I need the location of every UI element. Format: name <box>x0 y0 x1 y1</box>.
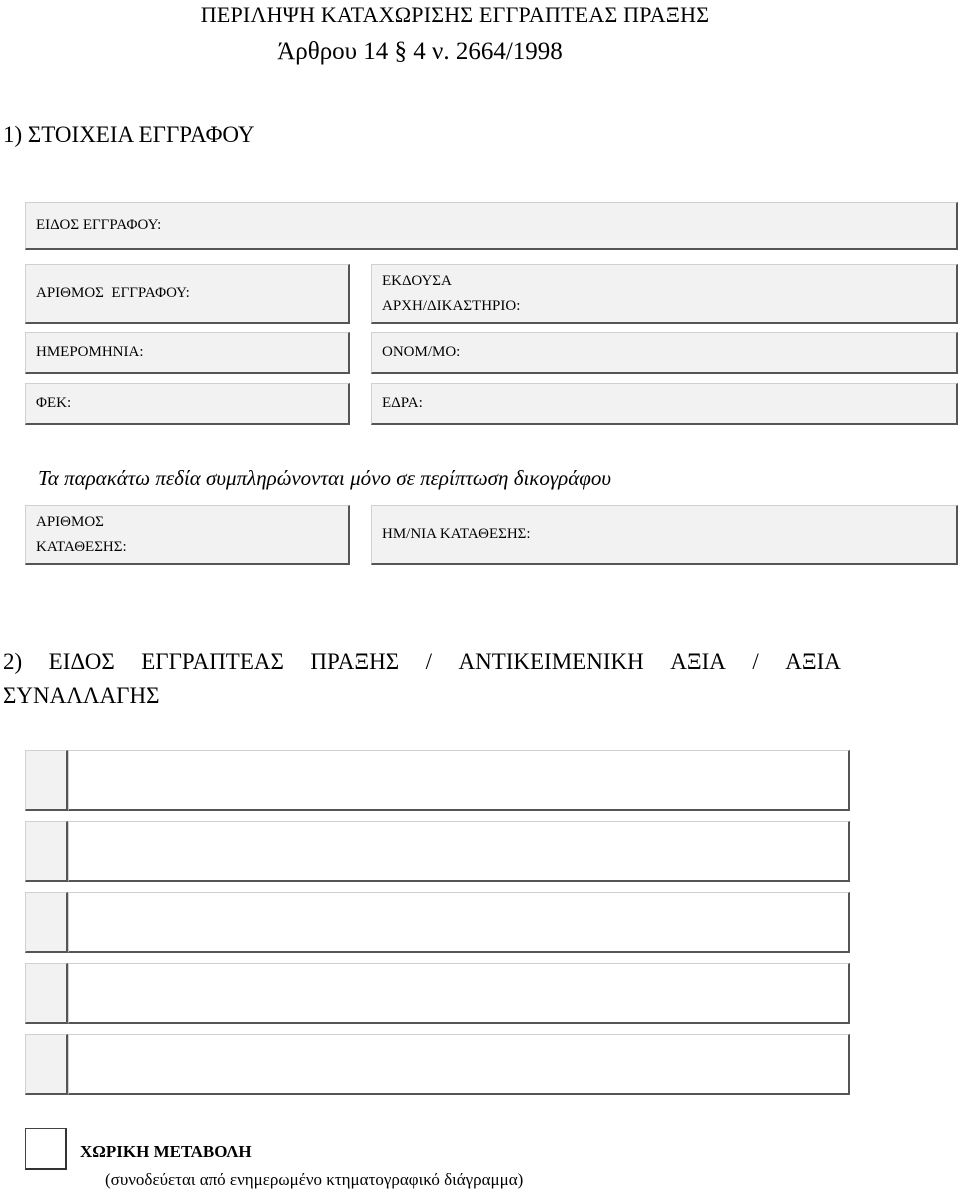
name-label: ΟΝΟΜ/ΜΟ: <box>382 344 461 360</box>
section2-heading <box>3 645 843 713</box>
doc-type-label: ΕΙΔΟΣ ΕΓΓΡΑΦΟΥ: <box>36 217 162 233</box>
row-checkbox-1[interactable] <box>25 750 68 811</box>
issuer-field[interactable] <box>371 264 958 324</box>
filing-number-field[interactable] <box>25 505 350 565</box>
filing-number-label-line2: ΚΑΤΑΘΕΣΗΣ: <box>36 538 127 555</box>
section2-heading-word: ΑΞΙΑ <box>670 649 726 674</box>
row-entry-2[interactable] <box>68 821 850 882</box>
filing-note: Τα παρακάτω πεδία συμπληρώνονται μόνο σε περίπτωση δικογράφου <box>38 466 612 490</box>
spatial-change-checkbox[interactable] <box>25 1128 67 1170</box>
date-field[interactable] <box>25 332 350 374</box>
section2-heading-word: / <box>425 649 432 674</box>
row-entry-3[interactable] <box>68 892 850 953</box>
section2-heading-word: ΠΡΑΞΗΣ <box>310 649 400 674</box>
section2-heading-word: ΑΝΤΙΚΕΙΜΕΝΙΚΗ <box>458 649 644 674</box>
doc-number-field[interactable] <box>25 264 350 324</box>
section2-heading-word: ΑΞΙΑ <box>785 649 841 674</box>
spatial-change-note: (συνοδεύεται από ενημερωμένο κτηματογραφικό διάγραμμα) <box>105 1170 524 1189</box>
section1-heading: 1) ΣΤΟΙΧΕΙΑ ΕΓΓΡΑΦΟΥ <box>3 122 255 147</box>
document-subtitle: Άρθρου 14 § 4 ν. 2664/1998 <box>277 38 563 65</box>
fek-field[interactable] <box>25 383 350 425</box>
section2-heading-line1 <box>3 645 841 679</box>
issuer-label-line1: ΕΚΔΟΥΣΑ <box>382 272 452 289</box>
row-entry-4[interactable] <box>68 963 850 1024</box>
issuer-label-line2: ΑΡΧΗ/ΔΙΚΑΣΤΗΡΙΟ: <box>382 297 521 314</box>
doc-type-field[interactable] <box>25 202 958 250</box>
doc-number-label: ΑΡΙΘΜΟΣ ΕΓΓΡΑΦΟΥ: <box>36 285 190 301</box>
row-checkbox-3[interactable] <box>25 892 68 953</box>
row-checkbox-2[interactable] <box>25 821 68 882</box>
row-entry-5[interactable] <box>68 1034 850 1095</box>
row-checkbox-4[interactable] <box>25 963 68 1024</box>
section2-heading-word: ΕΙΔΟΣ <box>48 649 115 674</box>
spatial-change-label: ΧΩΡΙΚΗ ΜΕΤΑΒΟΛΗ <box>80 1142 252 1161</box>
fek-label: ΦΕΚ: <box>36 395 72 411</box>
seat-label: ΕΔΡΑ: <box>382 395 423 411</box>
date-label: ΗΜΕΡΟΜΗΝΙΑ: <box>36 344 144 360</box>
filing-date-field[interactable] <box>371 505 958 565</box>
section2-heading-word: ΕΓΓΡΑΠΤΕΑΣ <box>141 649 284 674</box>
document-title: ΠΕΡΙΛΗΨΗ ΚΑΤΑΧΩΡΙΣΗΣ ΕΓΓΡΑΠΤΕΑΣ ΠΡΑΞΗΣ <box>200 2 710 27</box>
seat-field[interactable] <box>371 383 958 425</box>
row-checkbox-5[interactable] <box>25 1034 68 1095</box>
section2-heading-line2: ΣΥΝΑΛΛΑΓΗΣ <box>3 683 160 708</box>
row-entry-1[interactable] <box>68 750 850 811</box>
filing-number-label-line1: ΑΡΙΘΜΟΣ <box>36 513 104 530</box>
filing-date-label: ΗΜ/ΝΙΑ ΚΑΤΑΘΕΣΗΣ: <box>382 526 531 542</box>
section2-heading-word: 2) <box>3 649 23 674</box>
section2-heading-word: / <box>752 649 759 674</box>
name-field[interactable] <box>371 332 958 374</box>
